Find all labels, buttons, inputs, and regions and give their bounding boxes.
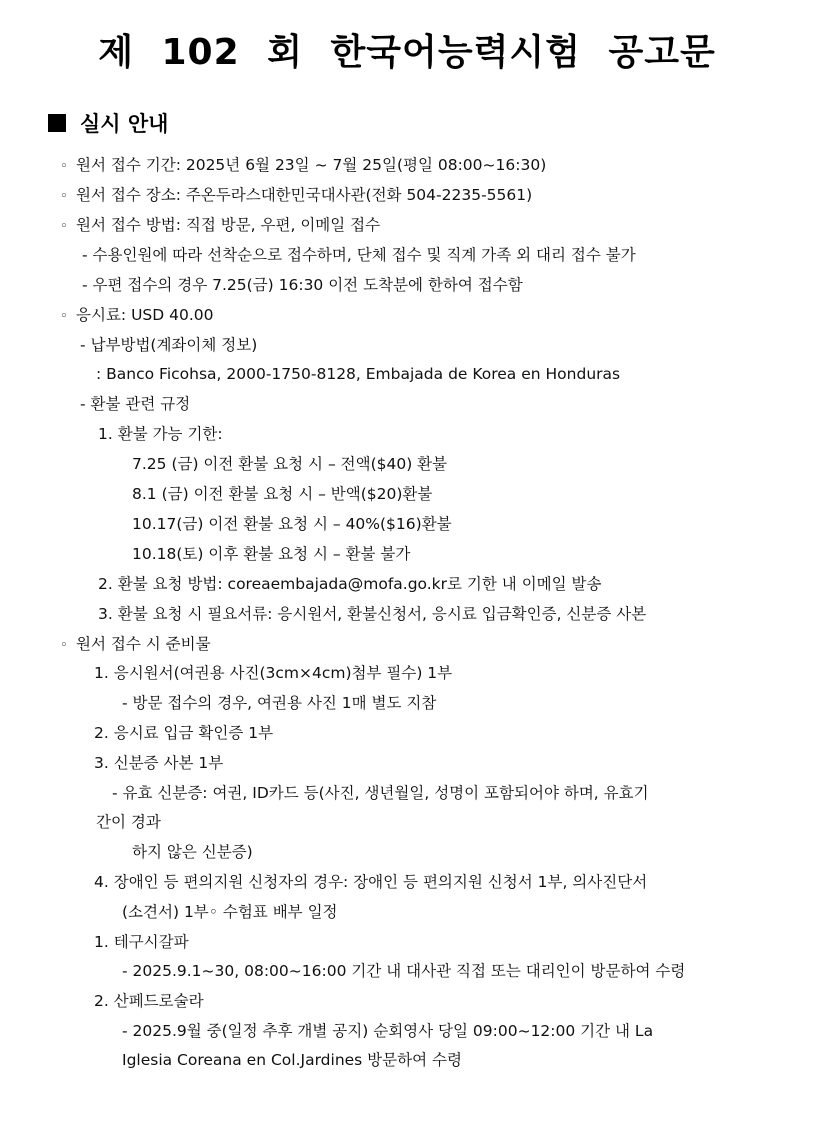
list-item-place <box>60 185 532 207</box>
bank-info: : Banco Ficohsa, 2000-1750-8128, Embajada de Korea en Honduras <box>96 365 621 383</box>
numbered-item: 4. 장애인 등 편의지원 신청자의 경우: 장애인 등 편의지원 신청서 1부, 의사진단서 <box>94 873 648 891</box>
sub-item: - 2025.9.1~30, 08:00~16:00 기간 내 대사관 직접 또는 대리인이 방문하여 수령 <box>122 962 686 980</box>
sub-item: - 방문 접수의 경우, 여권용 사진 1매 별도 지참 <box>122 694 437 712</box>
section-heading <box>48 108 168 138</box>
refund-row: 10.17(금) 이전 환불 요청 시 – 40%($16)환불 <box>132 515 452 533</box>
numbered-item-continued: (소견서) 1부◦ 수험표 배부 일정 <box>122 903 338 921</box>
refund-row: 7.25 (금) 이전 환불 요청 시 – 전액($40) 환불 <box>132 455 448 473</box>
sub-item: - 납부방법(계좌이체 정보) <box>80 336 258 354</box>
numbered-item: 2. 산페드로술라 <box>94 992 204 1010</box>
list-item-documents <box>60 634 211 656</box>
sub-item: - 우편 접수의 경우 7.25(금) 16:30 이전 도착분에 한하여 접수함 <box>82 276 523 294</box>
line-text: 원서 접수 기간: 2025년 6월 23일 ~ 7월 25일(평일 08:00~16:30) <box>76 156 547 174</box>
section-heading-text: 실시 안내 <box>80 112 169 136</box>
line-text: 원서 접수 시 준비물 <box>76 635 211 653</box>
line-text: 응시료: USD 40.00 <box>76 306 214 324</box>
sub-item: - 환불 관련 규정 <box>80 395 191 413</box>
numbered-item: 1. 환불 가능 기한: <box>98 425 223 443</box>
refund-row: 10.18(토) 이후 환불 요청 시 – 환불 불가 <box>132 545 411 563</box>
bullet-icon: ◦ <box>60 219 68 234</box>
bullet-icon: ◦ <box>60 159 68 174</box>
sub-item: - 수용인원에 따라 선착순으로 접수하며, 단체 접수 및 직계 가족 외 대리 접수 불가 <box>82 246 636 264</box>
refund-row: 8.1 (금) 이전 환불 요청 시 – 반액($20)환불 <box>132 485 433 503</box>
sub-item: - 2025.9월 중(일정 추후 개별 공지) 순회영사 당일 09:00~12:00 기간 내 La <box>122 1022 654 1040</box>
numbered-item: 3. 신분증 사본 1부 <box>94 754 224 772</box>
numbered-item: 1. 응시원서(여권용 사진(3cm×4cm)첨부 필수) 1부 <box>94 664 453 682</box>
numbered-item: 3. 환불 요청 시 필요서류: 응시원서, 환불신청서, 응시료 입금확인증, 신분증 사본 <box>98 605 647 623</box>
numbered-item: 2. 환불 요청 방법: coreaembajada@mofa.go.kr로 기한 내 이메일 발송 <box>98 575 602 593</box>
sub-item-continued: 하지 않은 신분증) <box>132 843 253 861</box>
sub-item-continued: 간이 경과 <box>96 813 161 831</box>
numbered-item: 2. 응시료 입금 확인증 1부 <box>94 724 274 742</box>
list-item-period <box>60 155 546 177</box>
numbered-item: 1. 테구시갈파 <box>94 933 189 951</box>
page-title: 제 102 회 한국어능력시험 공고문 <box>98 32 716 73</box>
black-square-icon <box>48 114 66 132</box>
line-text: 원서 접수 방법: 직접 방문, 우편, 이메일 접수 <box>76 216 381 234</box>
sub-item: - 유효 신분증: 여권, ID카드 등(사진, 생년월일, 성명이 포함되어야 하며, 유효기 <box>112 784 649 802</box>
bullet-icon: ◦ <box>60 189 68 204</box>
list-item-method <box>60 215 380 237</box>
line-text: 원서 접수 장소: 주온두라스대한민국대사관(전화 504-2235-5561) <box>76 186 533 204</box>
bullet-icon: ◦ <box>60 309 68 324</box>
bullet-icon: ◦ <box>60 638 68 653</box>
list-item-fee <box>60 305 214 327</box>
sub-item-continued: Iglesia Coreana en Col.Jardines 방문하여 수령 <box>122 1051 462 1069</box>
